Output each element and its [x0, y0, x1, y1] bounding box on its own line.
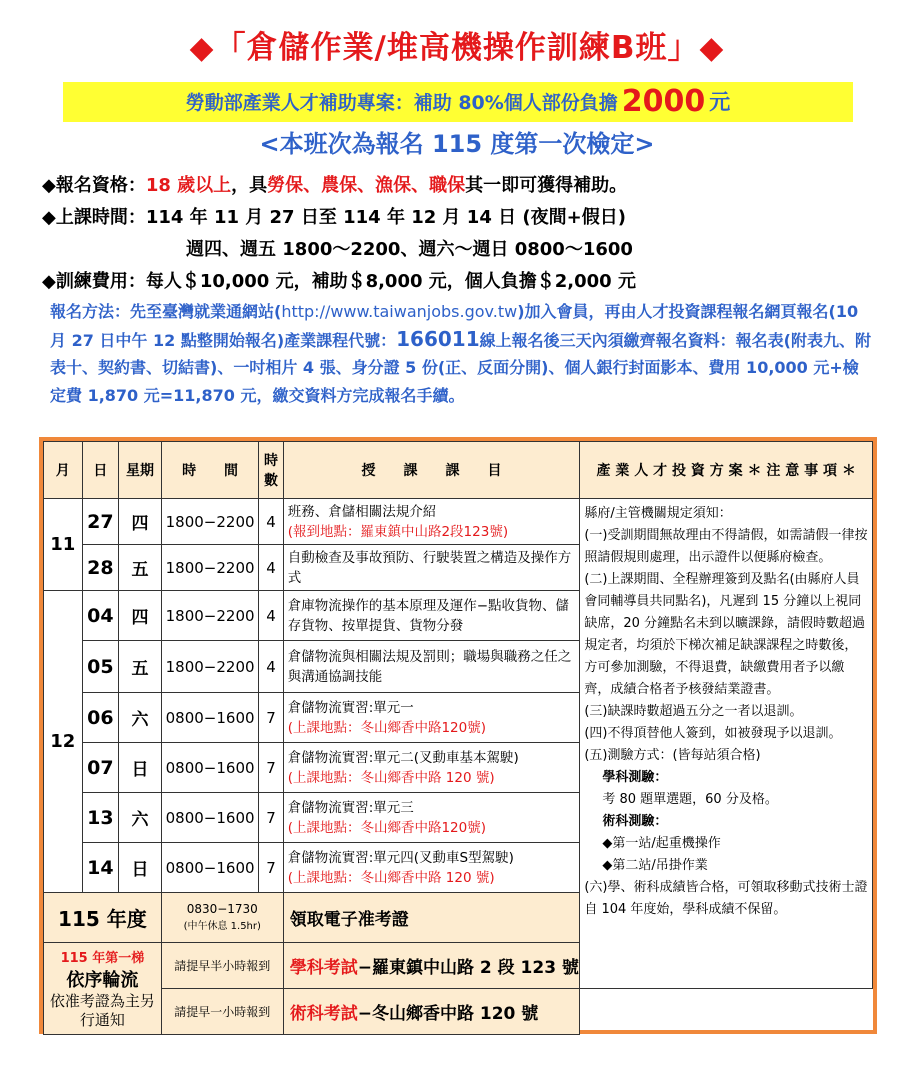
- practical-exam-cell: [283, 989, 580, 1035]
- exam-year: 115 年度: [44, 893, 162, 943]
- time-cell: 0800−1600: [161, 843, 259, 893]
- month-cell: 12: [44, 591, 83, 893]
- schedule-table: [43, 441, 873, 1035]
- notes-cell: [580, 499, 873, 989]
- hours-cell: 4: [259, 641, 283, 693]
- note-sub-heading: 術科測驗：: [602, 814, 668, 829]
- course-name: 倉儲物流實習:單元三: [287, 799, 414, 816]
- class-time-label: ◆上課時間：: [42, 207, 146, 228]
- header-day: 日: [82, 442, 119, 499]
- class-time-line: [42, 204, 626, 232]
- header-course: 授 課 課 目: [283, 442, 580, 499]
- practical-exam-label: 術科考試: [289, 1004, 358, 1024]
- course-name: 倉庫物流操作的基本原理及運作−點收貨物、儲存貨物、按單提貨、貨物分發: [287, 597, 570, 634]
- hours-cell: 4: [259, 591, 283, 641]
- fee-line: ◆訓練費用：每人＄10,000 元，補助＄8,000 元，個人負擔＄2,000 元: [42, 271, 636, 292]
- admit-break: (中午休息 1.5hr): [183, 920, 261, 932]
- practical-exam-location: −冬山鄉香中路 120 號: [357, 1004, 539, 1024]
- header-weekday: 星期: [119, 442, 162, 499]
- course-name: 倉儲物流實習:單元四(叉動車S型駕駛): [287, 849, 514, 866]
- admit-time-cell: [161, 893, 283, 943]
- weekday-cell: 五: [119, 641, 162, 693]
- practical-exam-row: [44, 989, 873, 1035]
- course-name: 班務、倉儲相關法規介紹: [287, 503, 437, 520]
- course-name: 倉儲物流與相關法規及罰則；職場與職務之任之與溝通協調技能: [287, 648, 572, 685]
- hours-cell: 7: [259, 793, 283, 843]
- eligibility-mid: ，具: [231, 175, 268, 196]
- note-item: (二)上課期間、全程辦理簽到及點名(由縣府人員會同輔導員共同點名)，凡遲到 15 分鐘以上視同缺席，20 分鐘點名未到以曠課錄，請假時數超過規定者，均須於下梯次補足缺課課程之時數後，方可參加測驗，不得退費，缺繳費用者予以繳齊，成績合格者予核發結業證書。: [584, 572, 866, 697]
- course-cell: [283, 693, 580, 743]
- table-header-row: [44, 442, 873, 499]
- time-cell: 1800−2200: [161, 545, 259, 591]
- course-cell: [283, 641, 580, 693]
- subsidy-banner: [63, 82, 853, 122]
- course-name: 倉儲物流實習:單元二(叉動車基本駕駛): [287, 749, 519, 766]
- note-sub-item: ◆第二站/吊掛作業: [602, 858, 708, 873]
- note-item: (三)缺課時數超過五分之一者以退訓。: [584, 704, 803, 719]
- course-location: (上課地點：冬山鄉香中路120號): [287, 819, 487, 836]
- written-exam-location: −羅東鎮中山路 2 段 123 號: [357, 958, 579, 978]
- method-text-a: 報名方法：先至臺灣就業通網站(: [50, 302, 282, 321]
- exam-note: <本班次為報名 115 度第一次檢定>: [259, 130, 655, 158]
- header-time: 時 間: [161, 442, 259, 499]
- day-cell: 14: [82, 843, 119, 893]
- note-sub-heading: 學科測驗：: [602, 770, 668, 785]
- weekday-cell: 日: [119, 843, 162, 893]
- course-cell: [283, 843, 580, 893]
- hours-cell: 7: [259, 743, 283, 793]
- taiwanjobs-link[interactable]: http://www.taiwanjobs.gov.tw: [281, 302, 518, 321]
- day-cell: 28: [82, 545, 119, 591]
- batch-label: 115 年第一梯: [60, 950, 145, 966]
- hours-cell: 7: [259, 843, 283, 893]
- note-heading: 縣府/主管機關規定須知：: [584, 506, 732, 521]
- weekday-cell: 六: [119, 693, 162, 743]
- note-sub-item: 考 80 題單選題，60 分及格。: [602, 792, 778, 807]
- method-text-b: )加入會員，再由人才投資課程報名網頁報名(10 月 27 日中午 12 點整開始報名)產業課程代號：: [50, 302, 859, 350]
- note-sub-item: ◆第一站/起重機操作: [602, 836, 721, 851]
- eligibility-label: ◆報名資格：: [42, 175, 146, 196]
- course-location: (上課地點：冬山鄉香中路120號): [287, 719, 487, 736]
- course-name: 自動檢查及事故預防、行駛裝置之構造及操作方式: [287, 549, 572, 586]
- class-time-slots: 週四、週五 1800～2200、週六～週日 0800～1600: [186, 239, 633, 260]
- day-cell: 13: [82, 793, 119, 843]
- course-location: (報到地點：羅東鎮中山路2段123號): [287, 523, 509, 540]
- note-item: (五)測驗方式：(皆每站須合格): [584, 748, 761, 763]
- class-time-dates: 114 年 11 月 27 日至 114 年 12 月 14 日 (夜間+假日): [145, 207, 626, 228]
- course-title: ◆「倉儲作業/堆高機操作訓練B班」◆: [189, 30, 725, 66]
- course-location: (上課地點：冬山鄉香中路 120 號): [287, 869, 495, 886]
- note-item: (六)學、術科成績皆合格，可領取移動式技術士證自 104 年度始，學科成績不保留。: [584, 880, 868, 917]
- course-cell: [283, 499, 580, 545]
- day-cell: 04: [82, 591, 119, 641]
- written-exam-cell: [283, 943, 580, 989]
- subsidy-amount: 2000: [621, 84, 706, 119]
- written-exam-label: 學科考試: [289, 958, 358, 978]
- admit-time: 0830−1730: [186, 901, 258, 916]
- notice-label: 依准考證為主另行通知: [49, 991, 155, 1029]
- subsidy-unit: 元: [709, 90, 731, 114]
- month-cell: 11: [44, 499, 83, 591]
- course-cell: [283, 793, 580, 843]
- weekday-cell: 日: [119, 743, 162, 793]
- time-cell: 1800−2200: [161, 499, 259, 545]
- day-cell: 27: [82, 499, 119, 545]
- eligibility-end: 其一即可獲得補助。: [465, 175, 628, 196]
- course-code: 166011: [396, 326, 480, 351]
- table-row: [44, 499, 873, 545]
- hours-cell: 4: [259, 499, 283, 545]
- time-cell: 0800−1600: [161, 793, 259, 843]
- time-cell: 1800−2200: [161, 641, 259, 693]
- time-cell: 1800−2200: [161, 591, 259, 641]
- header-month: 月: [44, 442, 83, 499]
- header-notes: 產 業 人 才 投 資 方 案 ＊ 注 意 事 項 ＊: [580, 442, 873, 499]
- day-cell: 07: [82, 743, 119, 793]
- registration-method: [50, 298, 872, 409]
- course-cell: [283, 743, 580, 793]
- eligibility-age: 18 歲以上: [145, 175, 232, 196]
- time-cell: 0800−1600: [161, 743, 259, 793]
- eligibility-insurance: 勞保、農保、漁保、職保: [267, 175, 466, 196]
- day-cell: 05: [82, 641, 119, 693]
- course-name: 倉儲物流實習:單元一: [287, 699, 414, 716]
- rotation-label: 依序輪流: [66, 969, 139, 991]
- weekday-cell: 五: [119, 545, 162, 591]
- admit-label: 領取電子准考證: [283, 893, 580, 943]
- note-item: (一)受訓期間無故理由不得請假，如需請假一律按照請假規則處理，出示證件以便縣府檢查。: [584, 528, 868, 565]
- method-text-c: 線上報名後三天內須繳齊報名資料：報名表(附表九、附表十、契約書、切結書)、一吋相片 4 張、身分證 5 份(正、反面分開)、個人銀行封面影本、費用 10,000 元+檢定費 1,870 元=11,870 元，繳交資料方完成報名手續。: [50, 330, 871, 405]
- course-cell: [283, 545, 580, 591]
- weekday-cell: 四: [119, 499, 162, 545]
- eligibility-line: [42, 172, 627, 200]
- time-cell: 0800−1600: [161, 693, 259, 743]
- weekday-cell: 四: [119, 591, 162, 641]
- course-cell: [283, 591, 580, 641]
- day-cell: 06: [82, 693, 119, 743]
- hours-cell: 7: [259, 693, 283, 743]
- subsidy-text: 勞動部產業人才補助專案：補助 80%個人部份負擔: [185, 92, 618, 114]
- batch-cell: [44, 943, 162, 1035]
- written-report-time: 請提早半小時報到: [161, 943, 283, 989]
- course-location: (上課地點：冬山鄉香中路 120 號): [287, 769, 495, 786]
- practical-report-time: 請提早一小時報到: [161, 989, 283, 1035]
- note-item: (四)不得頂替他人簽到，如被發現予以退訓。: [584, 726, 842, 741]
- hours-cell: 4: [259, 545, 283, 591]
- header-hours: 時數: [259, 442, 283, 499]
- weekday-cell: 六: [119, 793, 162, 843]
